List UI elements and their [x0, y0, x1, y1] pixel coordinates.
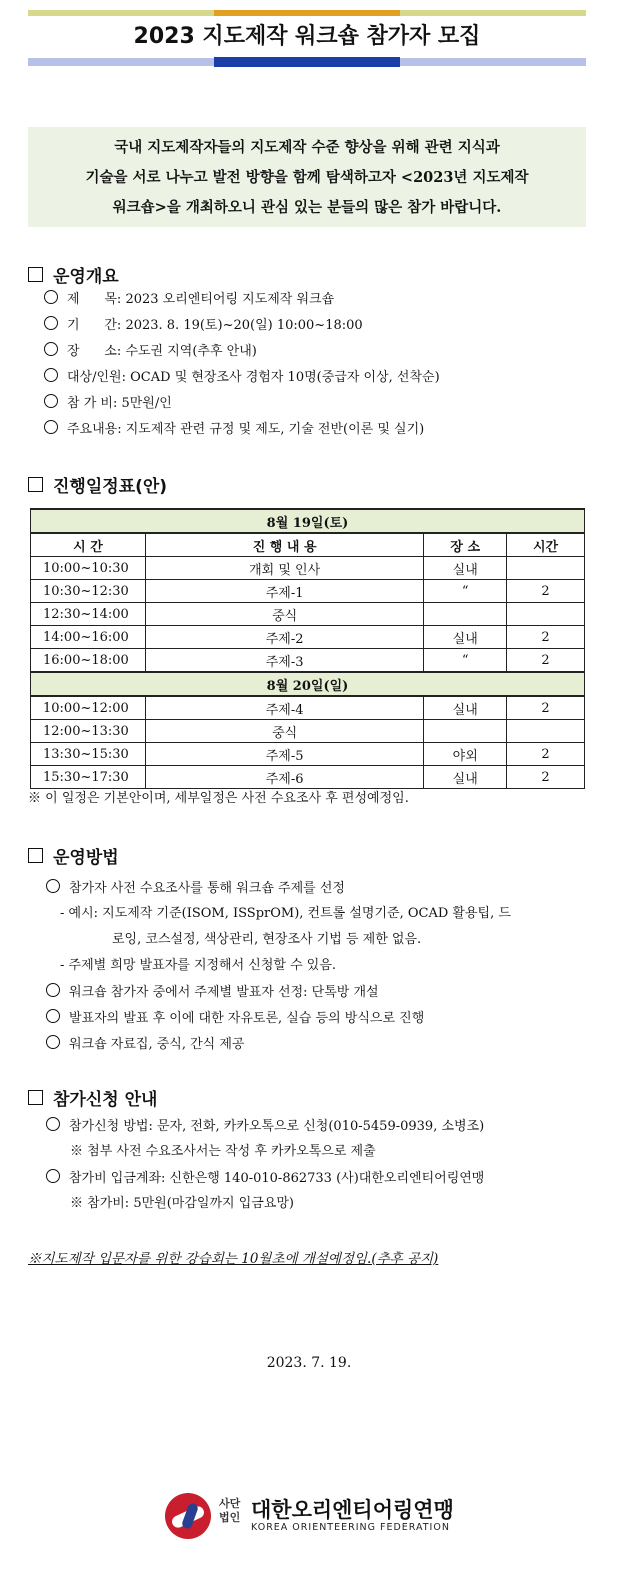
table-row [31, 720, 585, 743]
hours-cell [507, 557, 585, 580]
place-cell: 실내 [424, 766, 507, 789]
apply-item: 참가비 입금계좌: 신한은행 140-010-862733 (사)대한오리엔티어링연맹 [46, 1169, 484, 1188]
schedule-table [30, 508, 585, 789]
circle-bullet-icon [46, 1009, 60, 1023]
hours-cell: 2 [507, 580, 585, 603]
method-subitem: - 주제별 희망 발표자를 지정해서 신청할 수 있음. [60, 958, 337, 973]
apply-item: 참가신청 방법: 문자, 전화, 카카오톡으로 신청(010-5459-0939, 소병조) [46, 1117, 484, 1136]
bottom-accent-bar-center [214, 57, 400, 67]
circle-bullet-icon [44, 316, 58, 330]
page-title: 2023 지도제작 워크숍 참가자 모집 [133, 24, 481, 49]
place-cell: 야외 [424, 743, 507, 766]
top-accent-bar-center [214, 10, 400, 16]
overview-item: 장 소: 수도권 지역(추후 안내) [44, 342, 257, 361]
content-cell: 주제-3 [145, 649, 423, 673]
content-cell: 주제-1 [145, 580, 423, 603]
place-cell: 실내 [424, 626, 507, 649]
apply-note: ※ 참가비: 5만원(마감일까지 입금요망) [70, 1196, 295, 1211]
time-cell: 16:00~18:00 [31, 649, 146, 673]
day-header: 8월 20일(일) [31, 672, 585, 696]
circle-bullet-icon [44, 290, 58, 304]
table-row [31, 626, 585, 649]
table-row [31, 580, 585, 603]
table-row [31, 766, 585, 789]
hours-cell: 2 [507, 743, 585, 766]
section-title: 운영방법 [53, 848, 119, 868]
logo-name: 대한오리엔티어링연맹 [251, 1498, 454, 1522]
hours-cell [507, 603, 585, 626]
content-cell: 주제-2 [145, 626, 423, 649]
checkbox-icon [28, 848, 43, 863]
time-cell: 14:00~16:00 [31, 626, 146, 649]
circle-bullet-icon [46, 983, 60, 997]
circle-bullet-icon [46, 1117, 60, 1131]
time-cell: 10:00~10:30 [31, 557, 146, 580]
overview-item: 제 목: 2023 오리엔티어링 지도제작 워크숍 [44, 290, 334, 309]
hours-cell [507, 720, 585, 743]
place-cell: “ [424, 580, 507, 603]
method-item: 워크숍 참가자 중에서 주제별 발표자 선정: 단톡방 개설 [46, 983, 379, 1002]
section-heading-schedule [28, 472, 167, 497]
overview-item: 주요내용: 지도제작 관련 규정 및 제도, 기술 전반(이론 및 실기) [44, 420, 424, 439]
circle-bullet-icon [46, 1035, 60, 1049]
table-row [31, 557, 585, 580]
section-heading-apply [28, 1085, 157, 1110]
column-header: 시 간 [31, 533, 146, 557]
table-row [31, 696, 585, 720]
method-subitem: 로잉, 코스설정, 색상관리, 현장조사 기법 등 제한 없음. [112, 932, 422, 947]
place-cell [424, 603, 507, 626]
time-cell: 15:30~17:30 [31, 766, 146, 789]
content-cell: 개회 및 인사 [145, 557, 423, 580]
circle-bullet-icon [46, 879, 60, 893]
section-title: 운영개요 [53, 267, 119, 287]
time-cell: 12:00~13:30 [31, 720, 146, 743]
intro-line: 기술을 서로 나누고 발전 방향을 함께 탐색하고자 <2023년 지도제작 [85, 169, 529, 186]
place-cell: 실내 [424, 557, 507, 580]
document-date: 2023. 7. 19. [266, 1355, 352, 1371]
hours-cell: 2 [507, 766, 585, 789]
federation-logo [165, 1493, 465, 1545]
column-header: 장 소 [424, 533, 507, 557]
content-cell: 중식 [145, 603, 423, 626]
table-row [31, 603, 585, 626]
circle-bullet-icon [44, 394, 58, 408]
section-heading-method [28, 843, 119, 868]
overview-item: 기 간: 2023. 8. 19(토)~20(일) 10:00~18:00 [44, 316, 363, 335]
table-row [31, 649, 585, 673]
content-cell: 주제-4 [145, 696, 423, 720]
method-item: 참가자 사전 수요조사를 통해 워크숍 주제를 선정 [46, 879, 345, 898]
overview-item: 참 가 비: 5만원/인 [44, 394, 172, 413]
method-item: 워크숍 자료집, 중식, 간식 제공 [46, 1035, 245, 1054]
place-cell: “ [424, 649, 507, 673]
schedule-note: ※ 이 일정은 기본안이며, 세부일정은 사전 수요조사 후 편성예정임. [28, 791, 409, 806]
intro-box [28, 127, 586, 227]
hours-cell: 2 [507, 696, 585, 720]
checkbox-icon [28, 477, 43, 492]
place-cell [424, 720, 507, 743]
hours-cell: 2 [507, 626, 585, 649]
circle-bullet-icon [46, 1169, 60, 1183]
logo-english-name: KOREA ORIENTEERING FEDERATION [251, 1522, 450, 1533]
checkbox-icon [28, 1090, 43, 1105]
circle-bullet-icon [44, 342, 58, 356]
place-cell: 실내 [424, 696, 507, 720]
intro-line: 국내 지도제작자들의 지도제작 수준 향상을 위해 관련 지식과 [114, 139, 500, 156]
day-header: 8월 19일(토) [31, 509, 585, 533]
logo-corporation-label: 사단 법인 [219, 1497, 241, 1524]
hours-cell: 2 [507, 649, 585, 673]
footnote: ※지도제작 입문자를 위한 강습회는 10월초에 개설예정임.(추후 공지) [28, 1251, 439, 1267]
content-cell: 주제-5 [145, 743, 423, 766]
section-title: 진행일정표(안) [53, 477, 168, 497]
checkbox-icon [28, 267, 43, 282]
time-cell: 13:30~15:30 [31, 743, 146, 766]
overview-item: 대상/인원: OCAD 및 현장조사 경험자 10명(중급자 이상, 선착순) [44, 368, 440, 387]
method-item: 발표자의 발표 후 이에 대한 자유토론, 실습 등의 방식으로 진행 [46, 1009, 424, 1028]
time-cell: 10:30~12:30 [31, 580, 146, 603]
time-cell: 10:00~12:00 [31, 696, 146, 720]
apply-note: ※ 첨부 사전 수요조사서는 작성 후 카카오톡으로 제출 [70, 1144, 376, 1159]
column-header: 시간 [507, 533, 585, 557]
column-header: 진 행 내 용 [145, 533, 423, 557]
table-row [31, 743, 585, 766]
time-cell: 12:30~14:00 [31, 603, 146, 626]
method-subitem: - 예시: 지도제작 기준(ISOM, ISSprOM), 컨트롤 설명기준, OCAD 활용팁, 드 [60, 906, 511, 921]
content-cell: 주제-6 [145, 766, 423, 789]
section-heading-overview [28, 262, 119, 287]
circle-bullet-icon [44, 420, 58, 434]
circle-bullet-icon [44, 368, 58, 382]
intro-line: 워크숍>을 개최하오니 관심 있는 분들의 많은 참가 바랍니다. [112, 199, 502, 216]
content-cell: 중식 [145, 720, 423, 743]
logo-emblem-icon [165, 1493, 211, 1539]
section-title: 참가신청 안내 [53, 1090, 158, 1110]
